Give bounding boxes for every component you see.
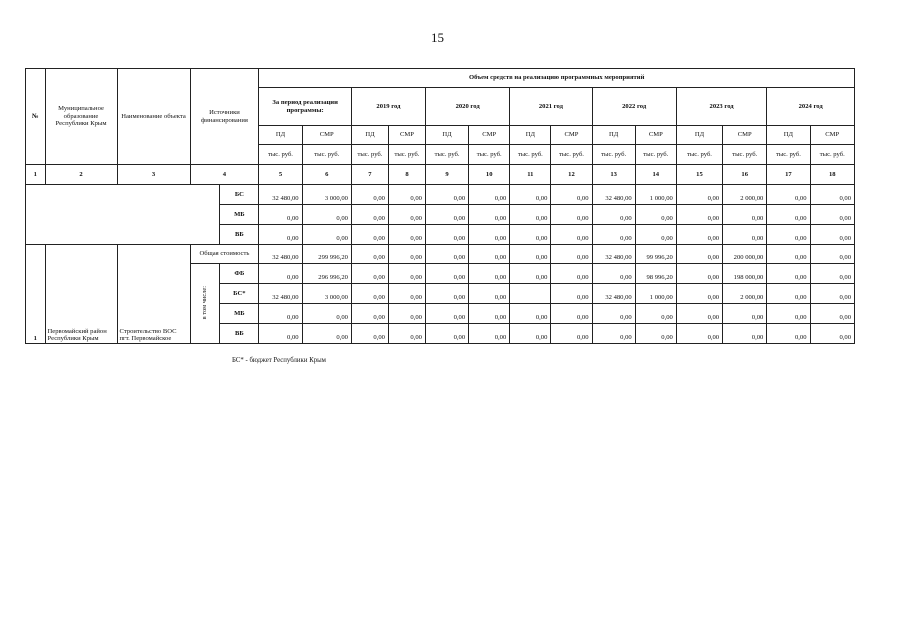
value-cell: 0,00 [425, 225, 468, 245]
value-cell: 0,00 [510, 185, 551, 205]
value-cell: 0,00 [676, 264, 722, 284]
header-volume: Объем средств на реализацию программных мероприятий [259, 69, 855, 88]
value-cell: 0,00 [551, 245, 592, 264]
header-unit: тыс. руб. [723, 145, 767, 165]
header-year: 2023 год [676, 88, 766, 126]
value-cell: 0,00 [351, 304, 388, 324]
value-cell: 0,00 [388, 205, 425, 225]
header-pd: ПД [676, 126, 722, 145]
value-cell: 0,00 [469, 304, 510, 324]
value-cell: 0,00 [676, 324, 722, 344]
header-pd: ПД [510, 126, 551, 145]
source-label: МБ [220, 205, 259, 225]
value-cell: 0,00 [259, 205, 302, 225]
header-unit: тыс. руб. [767, 145, 810, 165]
value-cell: 0,00 [767, 324, 810, 344]
header-unit: тыс. руб. [510, 145, 551, 165]
header-pd: ПД [259, 126, 302, 145]
value-cell: 0,00 [388, 264, 425, 284]
blank-cell [26, 185, 220, 245]
header-sources: Источники финансирования [190, 69, 259, 165]
column-number: 18 [810, 165, 854, 185]
value-cell: 0,00 [723, 225, 767, 245]
column-number: 10 [469, 165, 510, 185]
value-cell: 0,00 [592, 324, 635, 344]
value-cell: 0,00 [723, 304, 767, 324]
value-cell: 32 480,00 [259, 284, 302, 304]
value-cell: 0,00 [425, 324, 468, 344]
header-year: 2020 год [425, 88, 509, 126]
value-cell: 0,00 [510, 205, 551, 225]
header-smr: СМР [635, 126, 676, 145]
value-cell: 0,00 [767, 245, 810, 264]
value-cell: 0,00 [351, 225, 388, 245]
footnote: БС* - бюджет Республики Крым [232, 357, 326, 364]
value-cell: 0,00 [723, 205, 767, 225]
value-cell: 0,00 [469, 324, 510, 344]
value-cell: 0,00 [676, 205, 722, 225]
header-unit: тыс. руб. [676, 145, 722, 165]
header-period-total: За период реализации программы: [259, 88, 352, 126]
value-cell: 0,00 [676, 185, 722, 205]
column-number: 5 [259, 165, 302, 185]
column-number: 3 [117, 165, 190, 185]
value-cell: 0,00 [388, 245, 425, 264]
value-cell: 0,00 [635, 324, 676, 344]
value-cell: 0,00 [810, 205, 854, 225]
value-cell: 0,00 [551, 185, 592, 205]
value-cell: 0,00 [551, 284, 592, 304]
column-number: 2 [45, 165, 117, 185]
column-number: 15 [676, 165, 722, 185]
value-cell: 0,00 [425, 304, 468, 324]
header-unit: тыс. руб. [635, 145, 676, 165]
column-number: 1 [26, 165, 46, 185]
header-smr: СМР [810, 126, 854, 145]
header-smr: СМР [302, 126, 351, 145]
value-cell: 0,00 [676, 225, 722, 245]
header-object-name: Наименование объекта [117, 69, 190, 165]
value-cell: 0,00 [810, 264, 854, 284]
header-pd: ПД [425, 126, 468, 145]
header-unit: тыс. руб. [388, 145, 425, 165]
funding-table [25, 68, 855, 344]
value-cell: 0,00 [767, 205, 810, 225]
value-cell: 0,00 [810, 324, 854, 344]
value-cell: 0,00 [810, 284, 854, 304]
header-year: 2019 год [351, 88, 425, 126]
value-cell: 0,00 [469, 185, 510, 205]
value-cell: 2 000,00 [723, 185, 767, 205]
source-label: БС* [220, 284, 259, 304]
value-cell: 0,00 [510, 304, 551, 324]
value-cell: 0,00 [351, 185, 388, 205]
value-cell: 0,00 [259, 225, 302, 245]
value-cell: 0,00 [551, 304, 592, 324]
header-smr: СМР [551, 126, 592, 145]
value-cell: 0,00 [635, 225, 676, 245]
value-cell: 0,00 [767, 264, 810, 284]
header-unit: тыс. руб. [551, 145, 592, 165]
value-cell: 0,00 [810, 225, 854, 245]
value-cell: 3 000,00 [302, 185, 351, 205]
value-cell: 0,00 [676, 284, 722, 304]
column-number: 8 [388, 165, 425, 185]
value-cell: 0,00 [302, 225, 351, 245]
value-cell: 0,00 [723, 324, 767, 344]
header-year: 2022 год [592, 88, 676, 126]
value-cell: 0,00 [351, 245, 388, 264]
value-cell: 0,00 [592, 225, 635, 245]
header-no: № [26, 69, 46, 165]
source-label: МБ [220, 304, 259, 324]
including-label: в том числе: [201, 285, 209, 319]
value-cell: 0,00 [510, 324, 551, 344]
value-cell: 0,00 [676, 245, 722, 264]
object-name: Строительство ВОС пгт. Первомайское [117, 245, 190, 344]
value-cell: 0,00 [810, 304, 854, 324]
value-cell: 0,00 [510, 225, 551, 245]
column-number: 7 [351, 165, 388, 185]
value-cell: 3 000,00 [302, 284, 351, 304]
value-cell: 0,00 [676, 304, 722, 324]
value-cell: 0,00 [388, 225, 425, 245]
value-cell: 0,00 [810, 245, 854, 264]
header-year: 2024 год [767, 88, 855, 126]
value-cell: 0,00 [592, 205, 635, 225]
value-cell: 98 996,20 [635, 264, 676, 284]
header-pd: ПД [592, 126, 635, 145]
header-smr: СМР [723, 126, 767, 145]
value-cell: 0,00 [551, 205, 592, 225]
value-cell: 0,00 [767, 225, 810, 245]
value-cell: 32 480,00 [592, 185, 635, 205]
value-cell: 296 996,20 [302, 264, 351, 284]
value-cell: 0,00 [551, 225, 592, 245]
value-cell: 0,00 [510, 245, 551, 264]
header-unit: тыс. руб. [351, 145, 388, 165]
header-unit: тыс. руб. [592, 145, 635, 165]
value-cell: 32 480,00 [259, 185, 302, 205]
column-number: 4 [190, 165, 259, 185]
header-unit: тыс. руб. [302, 145, 351, 165]
value-cell: 0,00 [425, 185, 468, 205]
object-number: 1 [26, 245, 46, 344]
value-cell: 200 000,00 [723, 245, 767, 264]
value-cell: 0,00 [425, 284, 468, 304]
value-cell: 0,00 [767, 185, 810, 205]
object-municipality: Первомайский район Республики Крым [45, 245, 117, 344]
value-cell: 0,00 [469, 264, 510, 284]
value-cell: 0,00 [425, 245, 468, 264]
value-cell: 0,00 [469, 245, 510, 264]
value-cell: 0,00 [259, 324, 302, 344]
column-number: 11 [510, 165, 551, 185]
source-label: БС [220, 185, 259, 205]
table-row [26, 185, 855, 205]
value-cell: 0,00 [351, 264, 388, 284]
source-label: ВБ [220, 324, 259, 344]
source-label: ФБ [220, 264, 259, 284]
value-cell: 0,00 [302, 205, 351, 225]
value-cell [510, 284, 551, 304]
value-cell: 0,00 [635, 304, 676, 324]
value-cell: 0,00 [302, 324, 351, 344]
value-cell: 0,00 [510, 264, 551, 284]
header-pd: ПД [351, 126, 388, 145]
column-number: 9 [425, 165, 468, 185]
value-cell: 0,00 [551, 324, 592, 344]
header-smr: СМР [469, 126, 510, 145]
value-cell: 0,00 [592, 264, 635, 284]
value-cell: 32 480,00 [592, 245, 635, 264]
column-number: 12 [551, 165, 592, 185]
value-cell: 99 996,20 [635, 245, 676, 264]
value-cell: 0,00 [425, 264, 468, 284]
value-cell: 0,00 [351, 205, 388, 225]
column-number: 13 [592, 165, 635, 185]
value-cell: 0,00 [425, 205, 468, 225]
source-label: ВБ [220, 225, 259, 245]
value-cell: 1 000,00 [635, 185, 676, 205]
value-cell: 0,00 [635, 205, 676, 225]
header-unit: тыс. руб. [810, 145, 854, 165]
value-cell: 0,00 [469, 205, 510, 225]
value-cell: 299 996,20 [302, 245, 351, 264]
header-municipality: Муниципальное образование Республики Крым [45, 69, 117, 165]
value-cell: 0,00 [767, 284, 810, 304]
value-cell: 0,00 [388, 304, 425, 324]
value-cell: 0,00 [302, 304, 351, 324]
value-cell: 0,00 [259, 264, 302, 284]
value-cell: 0,00 [351, 284, 388, 304]
value-cell: 0,00 [592, 304, 635, 324]
column-number: 16 [723, 165, 767, 185]
header-smr: СМР [388, 126, 425, 145]
value-cell: 2 000,00 [723, 284, 767, 304]
value-cell: 0,00 [469, 225, 510, 245]
total-label: Общая стоимость [190, 245, 259, 264]
value-cell: 0,00 [388, 185, 425, 205]
header-year: 2021 год [510, 88, 592, 126]
header-unit: тыс. руб. [425, 145, 468, 165]
value-cell: 198 000,00 [723, 264, 767, 284]
page-number: 15 [431, 30, 444, 45]
header-pd: ПД [767, 126, 810, 145]
value-cell: 0,00 [469, 284, 510, 304]
column-number: 14 [635, 165, 676, 185]
value-cell: 0,00 [351, 324, 388, 344]
value-cell: 0,00 [388, 284, 425, 304]
value-cell: 0,00 [810, 185, 854, 205]
value-cell: 0,00 [388, 324, 425, 344]
table-row [26, 245, 855, 264]
value-cell: 32 480,00 [259, 245, 302, 264]
value-cell: 0,00 [767, 304, 810, 324]
column-number: 17 [767, 165, 810, 185]
including-label-cell [190, 264, 220, 344]
column-number: 6 [302, 165, 351, 185]
value-cell: 0,00 [259, 304, 302, 324]
value-cell: 32 480,00 [592, 284, 635, 304]
header-unit: тыс. руб. [259, 145, 302, 165]
value-cell: 0,00 [551, 264, 592, 284]
header-unit: тыс. руб. [469, 145, 510, 165]
value-cell: 1 000,00 [635, 284, 676, 304]
